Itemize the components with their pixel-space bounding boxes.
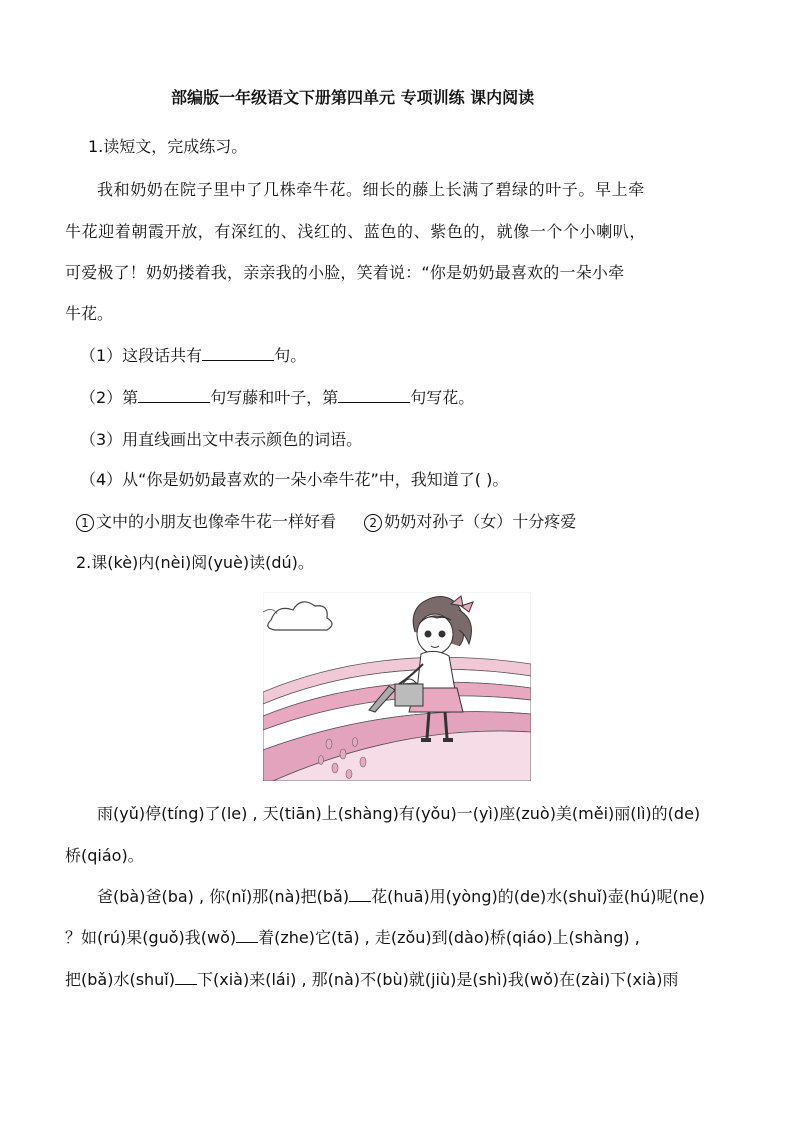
story-line: [97, 887, 705, 907]
sub-question-2: [80, 388, 474, 408]
answer-blank[interactable]: [338, 388, 410, 403]
sub-question-2-text: （2）第: [80, 388, 139, 407]
option-1-text: 文中的小朋友也像牵牛花一样好看: [96, 512, 337, 531]
option-1-marker[interactable]: 1: [76, 514, 94, 532]
passage-line: 我和奶奶在院子里中了几株牵牛花。细长的藤上长满了碧绿的叶子。早上牵: [97, 180, 645, 199]
story-line: 桥(qiáo)。: [65, 846, 144, 865]
sub-question-2-suffix: 句写花。: [410, 388, 475, 407]
option-2-marker[interactable]: 2: [364, 514, 382, 532]
story-text: 爸(bà)爸(ba) , 你(nǐ)那(nà)把(bǎ): [97, 887, 350, 906]
sub-question-1-text: （1）这段话共有: [80, 346, 203, 365]
sub-question-4: （4）从“你是奶奶最喜欢的一朵小牵牛花”中，我知道了( )。: [80, 470, 509, 489]
passage-line: 可爱极了！奶奶搂着我，亲亲我的小脸，笑着说：“你是奶奶最喜欢的一朵小牵: [65, 263, 625, 282]
answer-blank[interactable]: [202, 346, 274, 361]
passage-line: 牛花。: [65, 304, 114, 323]
sub-question-1: [80, 346, 306, 366]
story-text: 花(huā)用(yòng)的(de)水(shuǐ)壶(hú)呢(ne): [371, 887, 705, 906]
sub-question-3: （3）用直线画出文中表示颜色的词语。: [80, 430, 363, 449]
passage-line: 牛花迎着朝霞开放，有深红的、浅红的、蓝色的、紫色的，就像一个个小喇叭，: [65, 222, 647, 241]
sub-question-2-mid: 句写藤和叶子，第: [210, 388, 339, 407]
question-2-heading: 2.课(kè)内(nèi)阅(yuè)读(dú)。: [76, 553, 314, 572]
answer-blank[interactable]: [349, 887, 371, 902]
story-line: 雨(yǔ)停(tíng)了(le) , 天(tiān)上(shàng)有(yǒu)一(yì)座(zuò)美(měi)丽(lì)的(de): [97, 804, 701, 823]
story-text: ？如(rú)果(guǒ)我(wǒ): [65, 928, 237, 947]
story-text: 把(bǎ)水(shuǐ): [65, 970, 175, 989]
question-1-heading: 1.读短文，完成练习。: [88, 137, 248, 156]
sub-question-1-suffix: 句。: [274, 346, 307, 365]
story-text: 下(xià)来(lái) , 那(nà)不(bù)就(jiù)是(shì)我(wǒ)在(zài)下(xià)雨: [197, 970, 679, 989]
story-line: [65, 928, 640, 948]
answer-blank[interactable]: [138, 388, 210, 403]
answer-options: [76, 512, 576, 532]
story-text: 着(zhe)它(tā) , 走(zǒu)到(dào)桥(qiáo)上(shàng) ,: [258, 928, 640, 947]
page-title: 部编版一年级语文下册第四单元 专项训练 课内阅读: [171, 88, 535, 107]
option-2-text: 奶奶对孙子（女）十分疼爱: [384, 512, 577, 531]
answer-blank[interactable]: [236, 928, 258, 943]
story-line: [65, 970, 678, 990]
answer-blank[interactable]: [175, 970, 197, 985]
girl-watering-rainbow-illustration: [263, 592, 531, 781]
